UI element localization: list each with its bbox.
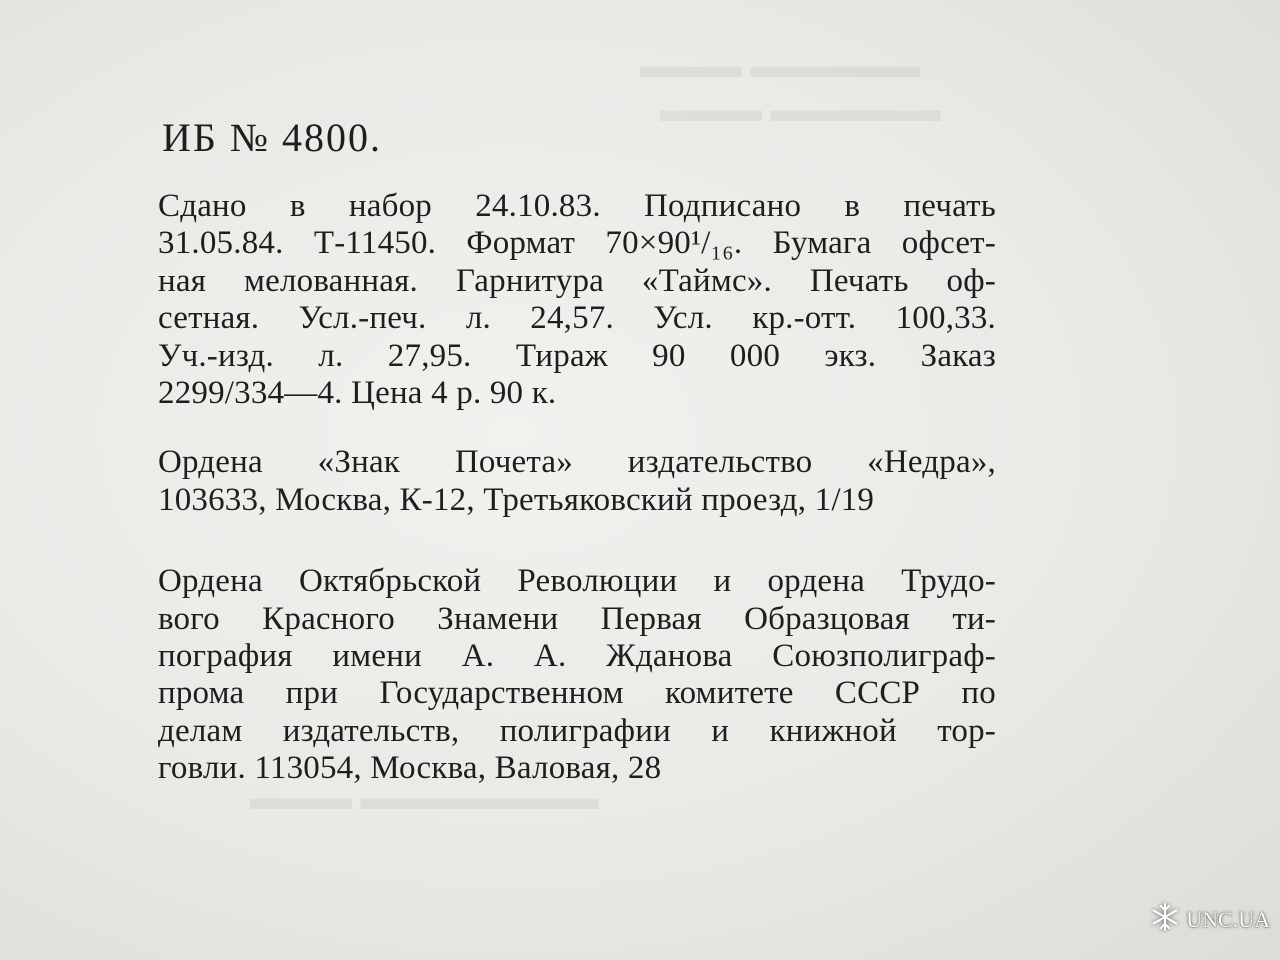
snowflake-icon xyxy=(1150,902,1180,938)
imprint-block xyxy=(158,188,1008,412)
printer-line: пография имени А. А. Жданова Союзполиграф- xyxy=(158,638,996,675)
imprint-line: Сдано в набор 24.10.83. Подписано в печать xyxy=(158,188,996,224)
printer-line: делам издательств, полиграфии и книжной тор- xyxy=(158,712,996,749)
publisher-line: Ордена «Знак Почета» издательство «Недра», xyxy=(158,444,996,481)
ib-number: ИБ № 4800. xyxy=(162,115,383,160)
imprint-line: 2299/334—4. Цена 4 р. 90 к. xyxy=(158,375,557,412)
show-through-text: ▬▬▬▬▬ ▬▬▬ xyxy=(640,48,921,85)
printer-line: говли. 113054, Москва, Валовая, 28 xyxy=(158,750,662,787)
show-through-text: ▬▬▬▬▬ ▬▬▬ xyxy=(660,92,941,129)
colophon xyxy=(158,110,1008,788)
imprint-line: Уч.-изд. л. 27,95. Тираж 90 000 экз. Заказ xyxy=(158,337,996,374)
printer-line: вого Красного Знамени Первая Образцовая ти- xyxy=(158,600,996,637)
publisher-line: 103633, Москва, К-12, Третьяковский проезд, 1/19 xyxy=(158,481,875,518)
watermark-text: UNC.UA xyxy=(1186,907,1270,932)
show-through-text: ▬▬▬▬▬▬▬ ▬▬▬ xyxy=(250,780,599,817)
printer-block xyxy=(158,563,1008,787)
imprint-line: 31.05.84. Т-11450. Формат 70×90¹/₁₆. Бумага офсет- xyxy=(158,225,996,262)
imprint-line: ная мелованная. Гарнитура «Таймс». Печать оф- xyxy=(158,262,996,299)
watermark xyxy=(1150,902,1270,938)
imprint-line: сетная. Усл.-печ. л. 24,57. Усл. кр.-отт. 100,33. xyxy=(158,300,996,337)
printer-line: Ордена Октябрьской Революции и ордена Трудо- xyxy=(158,563,996,600)
printer-line: прома при Государственном комитете СССР по xyxy=(158,675,996,712)
publisher-block xyxy=(158,444,1008,519)
